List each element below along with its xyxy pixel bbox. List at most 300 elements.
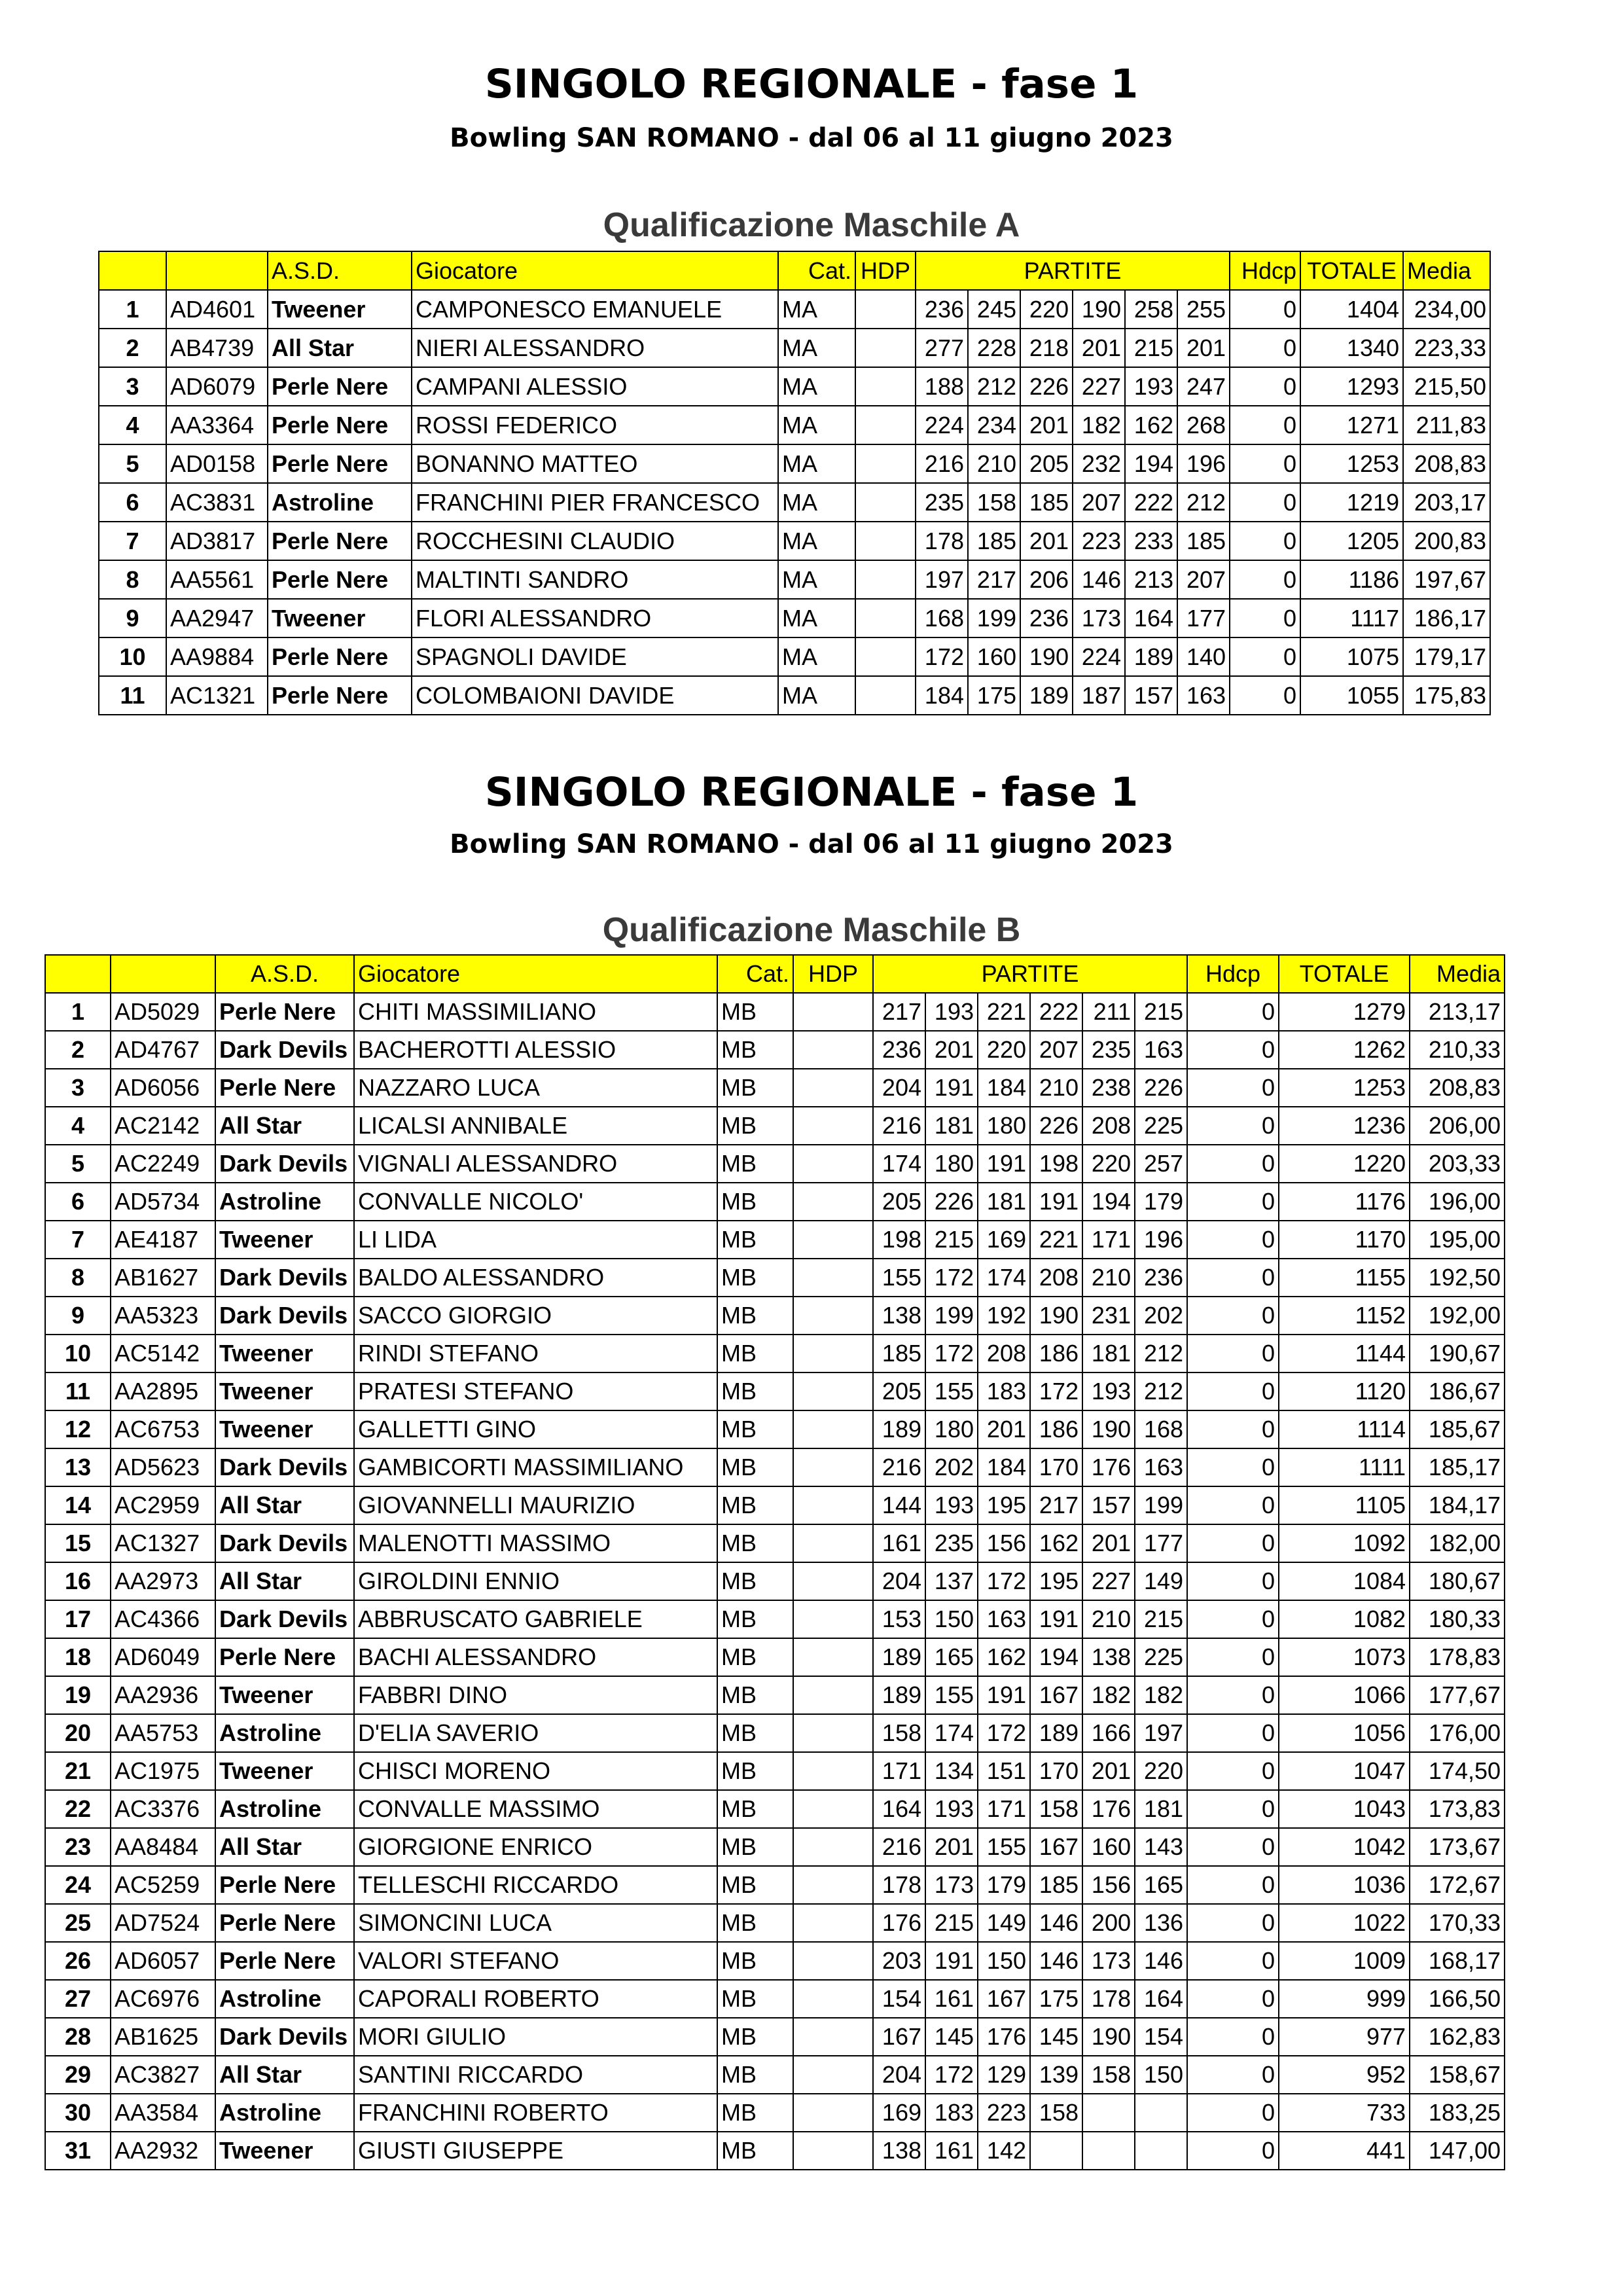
- cell-average: 178,83: [1410, 1638, 1505, 1676]
- cell-club: Perle Nere: [268, 406, 412, 444]
- cell-game-g4: 207: [1073, 483, 1125, 522]
- cell-game-g4: 172: [1030, 1372, 1082, 1410]
- cell-card-code: AB4739: [166, 329, 268, 367]
- cell-card-code: AA2973: [111, 1562, 215, 1600]
- cell-average: 166,50: [1410, 1980, 1505, 2018]
- cell-category: MB: [717, 1942, 793, 1980]
- cell-hdp: [793, 1297, 873, 1335]
- cell-game-g2: 201: [925, 1031, 978, 1069]
- cell-position: 6: [99, 483, 166, 522]
- cell-game-g2: 172: [925, 1335, 978, 1372]
- cell-total: 1205: [1300, 522, 1403, 560]
- cell-hdp: [793, 1372, 873, 1410]
- cell-game-g3: 174: [978, 1259, 1030, 1297]
- cell-total: 1073: [1279, 1638, 1410, 1676]
- cell-game-g4: 146: [1073, 560, 1125, 599]
- cell-game-g6: 202: [1135, 1297, 1187, 1335]
- cell-club: Tweener: [268, 290, 412, 329]
- cell-category: MB: [717, 2018, 793, 2056]
- cell-hdp: [855, 444, 916, 483]
- cell-game-g1: 158: [873, 1714, 925, 1752]
- cell-category: MA: [778, 290, 855, 329]
- cell-game-g2: 193: [925, 1790, 978, 1828]
- cell-position: 7: [45, 1221, 111, 1259]
- cell-game-g4: 194: [1030, 1638, 1082, 1676]
- cell-card-code: AA2936: [111, 1676, 215, 1714]
- cell-game-g2: 185: [968, 522, 1020, 560]
- cell-game-g5: 194: [1125, 444, 1177, 483]
- cell-game-g1: 174: [873, 1145, 925, 1183]
- header-cell-code: [166, 251, 268, 290]
- cell-game-g4: 201: [1073, 329, 1125, 367]
- cell-hdp: [793, 1676, 873, 1714]
- cell-category: MB: [717, 1562, 793, 1600]
- cell-game-g1: 216: [873, 1828, 925, 1866]
- cell-club: Perle Nere: [215, 1069, 354, 1107]
- cell-game-g6: 177: [1177, 599, 1230, 637]
- cell-game-g3: 181: [978, 1183, 1030, 1221]
- cell-game-g2: 193: [925, 1486, 978, 1524]
- header-partite: PARTITE: [916, 251, 1230, 290]
- cell-game-g3: 155: [978, 1828, 1030, 1866]
- cell-game-g3: 201: [1020, 522, 1073, 560]
- table-row: [45, 1221, 1505, 1259]
- cell-category: MB: [717, 1638, 793, 1676]
- cell-game-g5: 176: [1082, 1790, 1135, 1828]
- cell-position: 31: [45, 2132, 111, 2170]
- cell-game-g1: 169: [873, 2094, 925, 2132]
- cell-hdcp: 0: [1187, 1335, 1279, 1372]
- cell-position: 29: [45, 2056, 111, 2094]
- cell-game-g3: 184: [978, 1069, 1030, 1107]
- cell-average: 168,17: [1410, 1942, 1505, 1980]
- cell-category: MB: [717, 1752, 793, 1790]
- cell-hdp: [793, 1942, 873, 1980]
- cell-game-g1: 216: [916, 444, 968, 483]
- cell-game-g5: 138: [1082, 1638, 1135, 1676]
- cell-card-code: AA5561: [166, 560, 268, 599]
- cell-total: 1084: [1279, 1562, 1410, 1600]
- cell-total: 1043: [1279, 1790, 1410, 1828]
- cell-club: All Star: [215, 1562, 354, 1600]
- header-asd: A.S.D.: [268, 251, 412, 290]
- cell-card-code: AA3584: [111, 2094, 215, 2132]
- cell-game-g3: 220: [978, 1031, 1030, 1069]
- cell-card-code: AD7524: [111, 1904, 215, 1942]
- cell-game-g6: 215: [1135, 1600, 1187, 1638]
- cell-game-g1: 168: [916, 599, 968, 637]
- cell-game-g4: 189: [1030, 1714, 1082, 1752]
- cell-game-g6: 226: [1135, 1069, 1187, 1107]
- cell-club: Perle Nere: [268, 367, 412, 406]
- cell-hdp: [793, 2056, 873, 2094]
- cell-category: MB: [717, 1145, 793, 1183]
- table-row: [99, 406, 1490, 444]
- cell-hdp: [855, 367, 916, 406]
- page-title-b: SINGOLO REGIONALE - fase 1: [484, 769, 1139, 816]
- cell-game-g4: 195: [1030, 1562, 1082, 1600]
- cell-hdcp: 0: [1187, 2094, 1279, 2132]
- cell-position: 3: [45, 1069, 111, 1107]
- cell-hdcp: 0: [1187, 1524, 1279, 1562]
- cell-player-name: SANTINI RICCARDO: [354, 2056, 717, 2094]
- cell-game-g6: 255: [1177, 290, 1230, 329]
- cell-game-g2: 172: [925, 1259, 978, 1297]
- cell-club: Perle Nere: [268, 676, 412, 715]
- cell-game-g4: 187: [1073, 676, 1125, 715]
- cell-club: Tweener: [215, 2132, 354, 2170]
- cell-game-g6: 197: [1135, 1714, 1187, 1752]
- cell-game-g6: [1135, 2132, 1187, 2170]
- cell-category: MB: [717, 1980, 793, 2018]
- cell-game-g5: [1082, 2094, 1135, 2132]
- cell-hdp: [855, 406, 916, 444]
- cell-total: 1022: [1279, 1904, 1410, 1942]
- cell-game-g6: 215: [1135, 993, 1187, 1031]
- cell-game-g4: 227: [1073, 367, 1125, 406]
- cell-average: 170,33: [1410, 1904, 1505, 1942]
- table-row: [45, 1524, 1505, 1562]
- cell-game-g6: 140: [1177, 637, 1230, 676]
- cell-hdp: [855, 329, 916, 367]
- cell-player-name: GALLETTI GINO: [354, 1410, 717, 1448]
- cell-player-name: CAMPANI ALESSIO: [412, 367, 778, 406]
- cell-game-g5: 171: [1082, 1221, 1135, 1259]
- cell-game-g2: 145: [925, 2018, 978, 2056]
- cell-position: 23: [45, 1828, 111, 1866]
- cell-game-g2: 158: [968, 483, 1020, 522]
- cell-hdcp: 0: [1187, 1145, 1279, 1183]
- cell-total: 1170: [1279, 1221, 1410, 1259]
- cell-club: Perle Nere: [268, 560, 412, 599]
- cell-game-g1: 205: [873, 1372, 925, 1410]
- cell-game-g5: 201: [1082, 1752, 1135, 1790]
- cell-card-code: AC5259: [111, 1866, 215, 1904]
- cell-game-g1: 153: [873, 1600, 925, 1638]
- cell-card-code: AD3817: [166, 522, 268, 560]
- cell-average: 208,83: [1403, 444, 1490, 483]
- cell-average: 211,83: [1403, 406, 1490, 444]
- cell-card-code: AD5734: [111, 1183, 215, 1221]
- cell-hdcp: 0: [1187, 1866, 1279, 1904]
- cell-average: 184,17: [1410, 1486, 1505, 1524]
- cell-game-g5: 156: [1082, 1866, 1135, 1904]
- cell-game-g1: 216: [873, 1448, 925, 1486]
- cell-game-g3: 167: [978, 1980, 1030, 2018]
- table-header-row: [99, 251, 1490, 290]
- cell-game-g2: 160: [968, 637, 1020, 676]
- cell-average: 185,67: [1410, 1410, 1505, 1448]
- cell-game-g1: 216: [873, 1107, 925, 1145]
- cell-game-g1: 189: [873, 1638, 925, 1676]
- cell-game-g4: 191: [1030, 1600, 1082, 1638]
- cell-game-g2: 199: [968, 599, 1020, 637]
- cell-game-g5: 220: [1082, 1145, 1135, 1183]
- cell-total: 1220: [1279, 1145, 1410, 1183]
- cell-game-g2: 191: [925, 1942, 978, 1980]
- cell-hdcp: 0: [1187, 1486, 1279, 1524]
- cell-card-code: AC2249: [111, 1145, 215, 1183]
- table-row: [99, 329, 1490, 367]
- cell-game-g2: 173: [925, 1866, 978, 1904]
- cell-card-code: AB1627: [111, 1259, 215, 1297]
- cell-hdp: [793, 1183, 873, 1221]
- cell-game-g1: 154: [873, 1980, 925, 2018]
- cell-game-g1: 171: [873, 1752, 925, 1790]
- cell-position: 22: [45, 1790, 111, 1828]
- cell-game-g4: 190: [1073, 290, 1125, 329]
- cell-game-g6: 165: [1135, 1866, 1187, 1904]
- section-heading-b: Qualificazione Maschile B: [602, 911, 1021, 949]
- cell-game-g5: 190: [1082, 1410, 1135, 1448]
- cell-game-g5: 227: [1082, 1562, 1135, 1600]
- cell-card-code: AC3831: [166, 483, 268, 522]
- table-row: [45, 1297, 1505, 1335]
- cell-game-g5: 176: [1082, 1448, 1135, 1486]
- cell-card-code: AD0158: [166, 444, 268, 483]
- cell-total: 1036: [1279, 1866, 1410, 1904]
- cell-player-name: CAMPONESCO EMANUELE: [412, 290, 778, 329]
- cell-game-g1: 197: [916, 560, 968, 599]
- cell-game-g4: 185: [1030, 1866, 1082, 1904]
- cell-card-code: AA2932: [111, 2132, 215, 2170]
- cell-average: 186,17: [1403, 599, 1490, 637]
- table-row: [45, 1904, 1505, 1942]
- cell-average: 174,50: [1410, 1752, 1505, 1790]
- cell-game-g5: 193: [1125, 367, 1177, 406]
- cell-game-g1: 178: [873, 1866, 925, 1904]
- cell-card-code: AD6079: [166, 367, 268, 406]
- table-row: [45, 2018, 1505, 2056]
- table-row: [45, 1372, 1505, 1410]
- cell-game-g1: 138: [873, 2132, 925, 2170]
- page-subtitle-b: Bowling SAN ROMANO - dal 06 al 11 giugno 2023: [450, 829, 1173, 859]
- cell-category: MB: [717, 2056, 793, 2094]
- cell-game-g2: 226: [925, 1183, 978, 1221]
- cell-game-g3: 156: [978, 1524, 1030, 1562]
- cell-game-g6: 185: [1177, 522, 1230, 560]
- cell-total: 1105: [1279, 1486, 1410, 1524]
- cell-club: Tweener: [215, 1410, 354, 1448]
- cell-game-g2: 245: [968, 290, 1020, 329]
- cell-game-g2: 155: [925, 1372, 978, 1410]
- cell-player-name: GIROLDINI ENNIO: [354, 1562, 717, 1600]
- cell-hdp: [793, 1980, 873, 2018]
- cell-category: MA: [778, 367, 855, 406]
- cell-card-code: AA9884: [166, 637, 268, 676]
- cell-total: 1009: [1279, 1942, 1410, 1980]
- cell-game-g2: 215: [925, 1221, 978, 1259]
- table-row: [45, 2132, 1505, 2170]
- cell-hdp: [855, 676, 916, 715]
- cell-position: 20: [45, 1714, 111, 1752]
- cell-player-name: ROCCHESINI CLAUDIO: [412, 522, 778, 560]
- cell-card-code: AA8484: [111, 1828, 215, 1866]
- cell-hdcp: 0: [1187, 1638, 1279, 1676]
- cell-total: 1340: [1300, 329, 1403, 367]
- cell-game-g3: 149: [978, 1904, 1030, 1942]
- cell-card-code: AC4366: [111, 1600, 215, 1638]
- cell-position: 16: [45, 1562, 111, 1600]
- cell-game-g3: 218: [1020, 329, 1073, 367]
- cell-hdcp: 0: [1230, 676, 1300, 715]
- table-row: [45, 1145, 1505, 1183]
- cell-game-g3: 169: [978, 1221, 1030, 1259]
- cell-game-g4: 173: [1073, 599, 1125, 637]
- cell-game-g5: 157: [1082, 1486, 1135, 1524]
- header-cell-code: [111, 955, 215, 993]
- cell-game-g1: 204: [873, 2056, 925, 2094]
- cell-club: Dark Devils: [215, 1031, 354, 1069]
- cell-position: 1: [45, 993, 111, 1031]
- cell-hdp: [855, 560, 916, 599]
- cell-game-g5: 231: [1082, 1297, 1135, 1335]
- table-row: [99, 522, 1490, 560]
- cell-card-code: AC6976: [111, 1980, 215, 2018]
- cell-game-g1: 205: [873, 1183, 925, 1221]
- cell-game-g4: [1030, 2132, 1082, 2170]
- cell-game-g6: 150: [1135, 2056, 1187, 2094]
- cell-card-code: AD6049: [111, 1638, 215, 1676]
- cell-game-g3: 163: [978, 1600, 1030, 1638]
- cell-category: MB: [717, 1221, 793, 1259]
- cell-player-name: GIUSTI GIUSEPPE: [354, 2132, 717, 2170]
- cell-game-g3: 223: [978, 2094, 1030, 2132]
- cell-game-g5: 173: [1082, 1942, 1135, 1980]
- cell-position: 27: [45, 1980, 111, 2018]
- cell-category: MB: [717, 1069, 793, 1107]
- cell-hdp: [793, 1410, 873, 1448]
- cell-game-g2: 174: [925, 1714, 978, 1752]
- cell-player-name: NAZZARO LUCA: [354, 1069, 717, 1107]
- table-row: [45, 2056, 1505, 2094]
- cell-category: MB: [717, 1448, 793, 1486]
- cell-club: Perle Nere: [268, 522, 412, 560]
- cell-game-g2: 212: [968, 367, 1020, 406]
- cell-player-name: CAPORALI ROBERTO: [354, 1980, 717, 2018]
- table-row: [99, 599, 1490, 637]
- cell-category: MA: [778, 444, 855, 483]
- cell-position: 8: [99, 560, 166, 599]
- cell-category: MB: [717, 1600, 793, 1638]
- cell-card-code: AD6056: [111, 1069, 215, 1107]
- cell-category: MB: [717, 1790, 793, 1828]
- cell-card-code: AC2142: [111, 1107, 215, 1145]
- cell-game-g6: 268: [1177, 406, 1230, 444]
- cell-game-g5: 222: [1125, 483, 1177, 522]
- cell-game-g5: 213: [1125, 560, 1177, 599]
- header-media: Media: [1403, 251, 1490, 290]
- header-totale: TOTALE: [1279, 955, 1410, 993]
- cell-club: Tweener: [215, 1372, 354, 1410]
- cell-average: 182,00: [1410, 1524, 1505, 1562]
- cell-game-g1: 204: [873, 1069, 925, 1107]
- cell-total: 1144: [1279, 1335, 1410, 1372]
- cell-category: MB: [717, 1372, 793, 1410]
- cell-total: 1262: [1279, 1031, 1410, 1069]
- cell-game-g1: 138: [873, 1297, 925, 1335]
- cell-hdp: [855, 483, 916, 522]
- cell-hdp: [793, 1904, 873, 1942]
- cell-hdcp: 0: [1230, 522, 1300, 560]
- cell-average: 196,00: [1410, 1183, 1505, 1221]
- cell-club: Astroline: [215, 1183, 354, 1221]
- cell-game-g3: 162: [978, 1638, 1030, 1676]
- cell-hdcp: 0: [1230, 599, 1300, 637]
- cell-hdcp: 0: [1230, 406, 1300, 444]
- cell-card-code: AD5623: [111, 1448, 215, 1486]
- cell-hdcp: 0: [1187, 1259, 1279, 1297]
- cell-average: 179,17: [1403, 637, 1490, 676]
- cell-hdcp: 0: [1187, 2132, 1279, 2170]
- cell-game-g4: 182: [1073, 406, 1125, 444]
- table-row: [45, 1562, 1505, 1600]
- header-cell-pos: [99, 251, 166, 290]
- cell-game-g6: 143: [1135, 1828, 1187, 1866]
- cell-total: 1056: [1279, 1714, 1410, 1752]
- cell-game-g4: 186: [1030, 1410, 1082, 1448]
- cell-position: 9: [45, 1297, 111, 1335]
- table-row: [45, 1638, 1505, 1676]
- cell-position: 17: [45, 1600, 111, 1638]
- cell-game-g2: 137: [925, 1562, 978, 1600]
- cell-club: Astroline: [215, 1980, 354, 2018]
- cell-category: MA: [778, 676, 855, 715]
- cell-player-name: FRANCHINI ROBERTO: [354, 2094, 717, 2132]
- cell-total: 1042: [1279, 1828, 1410, 1866]
- cell-game-g1: 184: [916, 676, 968, 715]
- cell-game-g4: 190: [1030, 1297, 1082, 1335]
- cell-game-g2: 217: [968, 560, 1020, 599]
- table-row: [45, 1183, 1505, 1221]
- cell-total: 1271: [1300, 406, 1403, 444]
- cell-player-name: CHITI MASSIMILIANO: [354, 993, 717, 1031]
- table-row: [45, 1980, 1505, 2018]
- cell-category: MB: [717, 1297, 793, 1335]
- cell-game-g1: 189: [873, 1676, 925, 1714]
- cell-game-g5: 166: [1082, 1714, 1135, 1752]
- cell-hdp: [855, 290, 916, 329]
- cell-game-g5: 181: [1082, 1335, 1135, 1372]
- cell-total: 999: [1279, 1980, 1410, 2018]
- cell-total: 977: [1279, 2018, 1410, 2056]
- header-asd: A.S.D.: [215, 955, 354, 993]
- cell-total: 952: [1279, 2056, 1410, 2094]
- cell-game-g3: 226: [1020, 367, 1073, 406]
- header-giocatore: Giocatore: [354, 955, 717, 993]
- cell-player-name: FRANCHINI PIER FRANCESCO: [412, 483, 778, 522]
- cell-game-g6: 199: [1135, 1486, 1187, 1524]
- cell-player-name: CHISCI MORENO: [354, 1752, 717, 1790]
- cell-average: 180,67: [1410, 1562, 1505, 1600]
- cell-hdcp: 0: [1187, 1676, 1279, 1714]
- header-cat: Cat.: [778, 251, 855, 290]
- cell-game-g1: 185: [873, 1335, 925, 1372]
- cell-game-g2: 199: [925, 1297, 978, 1335]
- cell-game-g4: 224: [1073, 637, 1125, 676]
- cell-total: 1120: [1279, 1372, 1410, 1410]
- cell-hdcp: 0: [1187, 1221, 1279, 1259]
- cell-player-name: GIORGIONE ENRICO: [354, 1828, 717, 1866]
- table-row: [99, 290, 1490, 329]
- cell-game-g3: 142: [978, 2132, 1030, 2170]
- cell-game-g3: 195: [978, 1486, 1030, 1524]
- cell-player-name: CONVALLE MASSIMO: [354, 1790, 717, 1828]
- cell-hdp: [855, 637, 916, 676]
- cell-game-g2: 180: [925, 1145, 978, 1183]
- results-table-a: [98, 251, 1491, 715]
- cell-club: All Star: [215, 1828, 354, 1866]
